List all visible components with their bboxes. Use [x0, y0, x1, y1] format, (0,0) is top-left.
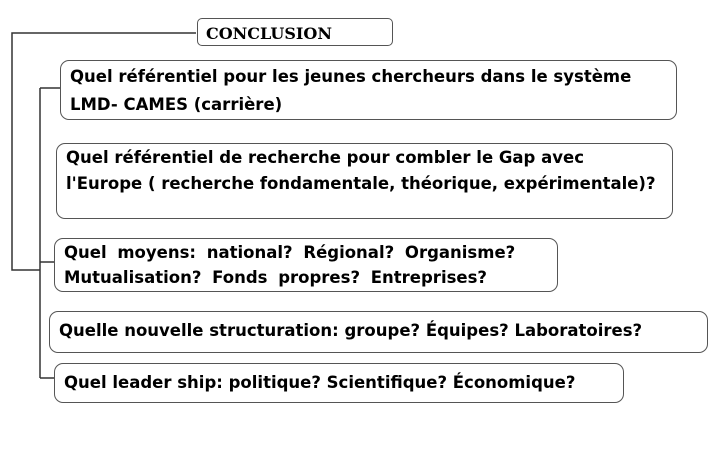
- question-box-4: Quelle nouvelle structuration: groupe? Équipes? Laboratoires?: [49, 311, 708, 353]
- diagram-title: CONCLUSION: [206, 24, 332, 43]
- question-box-2: Quel référentiel de recherche pour combler le Gap avec l'Europe ( recherche fondamentale, théorique, expérimentale)?: [56, 143, 673, 219]
- question-box-1: Quel référentiel pour les jeunes chercheurs dans le système LMD- CAMES (carrière): [60, 60, 677, 120]
- question-box-3: Quel moyens: national? Régional? Organisme? Mutualisation? Fonds propres? Entreprises?: [54, 238, 558, 292]
- title-box: [197, 18, 393, 46]
- question-box-5: Quel leader ship: politique? Scientifique? Économique?: [54, 363, 624, 403]
